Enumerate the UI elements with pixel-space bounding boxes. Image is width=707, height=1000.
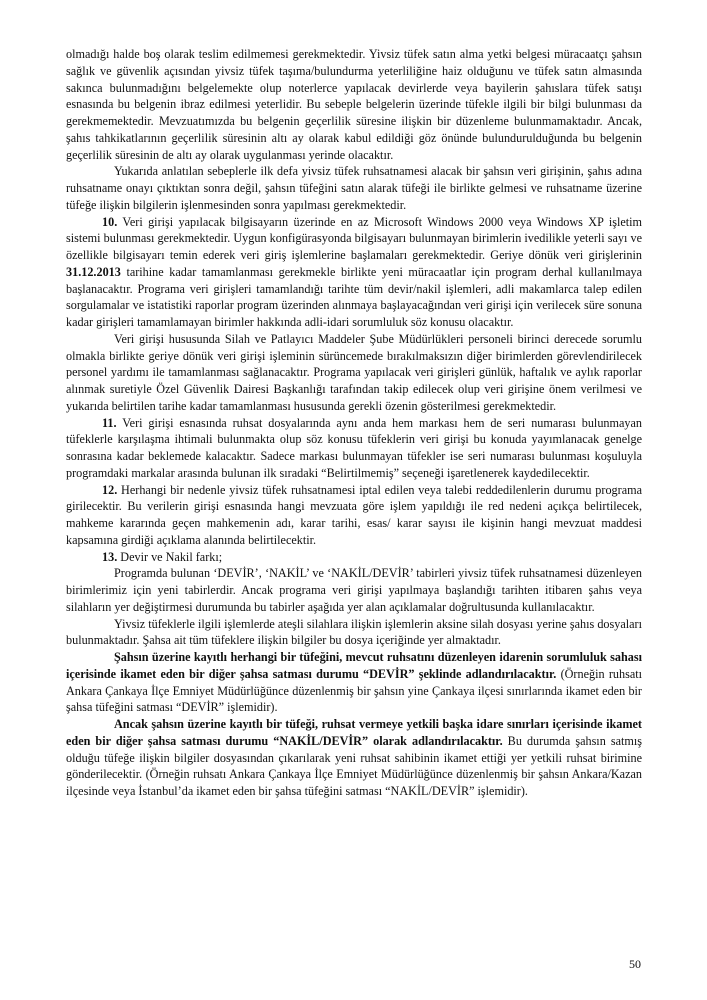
item-10-text-b: tarihine kadar tamamlanması gerekmekle birlikte yeni müracaatlar için program derhal kullanılmaya başlanacaktır. Programa veri girişleri tamamlandığı tarihte tüm devir/nakil işlemleri, adli makamlarca talep edilen sorgulamalar ve istatistiki raporlar program üzerinden alınmaya başlayacağından veri girişi için verilecek süre sonuna kadar girişleri tamamlamayan birimler hakkında adli-idari sorumluluk söz konusu olacaktır. — [66, 264, 642, 329]
item-10-number: 10. — [102, 214, 118, 229]
paragraph-veri-girisi: Veri girişi hususunda Silah ve Patlayıcı Maddeler Şube Müdürlükleri personeli birinci derecede sorumlu olmakla birlikte geriye dönük veri girişi işleminin sürüncemede bırakılmaksızın diğer birimlerden görevlendirilecek personel yardımı ile tamamlanması sağlanacaktır. Programa yapılacak veri girişleri günlük, haftalık ve aylık raporlar alınmak suretiyle Özel Güvenlik Dairesi Başkanlığı tarafından takip edilecek olup veri girişine önem verilmesi ve yukarıda belirtilen tarihe kadar tamamlanması hususunda gerekli özenin gösterilmesi gerekmektedir. — [66, 331, 642, 413]
paragraph-yivsiz: Yivsiz tüfeklerle ilgili işlemlerde ateşli silahlara ilişkin işlemlerin aksine silah dosyası yerine şahıs dosyaları bulunmaktadır. Şahsa ait tüm tüfeklere ilişkin bilgiler bu dosya içeriğinde yer almaktadır. — [66, 616, 642, 648]
item-12 — [66, 482, 642, 549]
nakil-normal-text: Bu durumda şahsın satmış olduğu tüfeğe ilişkin bilgiler dosyasından çıkarılarak yeni ruhsat sahibinin ikamet ettiği yer yetkili ruhsat birimine gönderilecektir. (Örneğin ruhsatı Ankara Çankaya İlçe Emniyet Müdürlüğünce düzenlenmiş bir şahsın Ankara/Kazan ilçesinde veya İstanbul’da ikamet eden bir şahsa tüfeğini satması “NAKİL/DEVİR” işlemidir). — [66, 733, 642, 798]
paragraph-programda: Programda bulunan ‘DEVİR’, ‘NAKİL’ ve ‘NAKİL/DEVİR’ tabirleri yivsiz tüfek ruhsatnamesi düzenleyen birimlerimiz için yeni tabirlerdir. Ancak programa veri girişi yapılmaya başlandığı tarihten itibaren şahıs veya silahların yer değiştirmesi durumunda bu tabirler aşağıda yer alan açıklamalar doğrultusunda kullanılacaktır. — [66, 566, 642, 614]
item-13-text: Devir ve Nakil farkı; — [117, 549, 223, 564]
item-11-number: 11. — [102, 415, 117, 430]
paragraph-devir — [66, 649, 642, 716]
paragraph-yukarida: Yukarıda anlatılan sebeplerle ilk defa yivsiz tüfek ruhsatnamesi alacak bir şahsın veri girişinin, şahıs adına ruhsatname onayı çıktıktan sonra değil, şahsın tüfeğini satın alarak tüfeği ile birlikte gelmesi ve ruhsatname üzerine tüfeğe ilişkin bilgilerin işlenmesinden sonra yapılması gerekmektedir. — [66, 164, 642, 212]
devir-bold-text: Şahsın üzerine kayıtlı herhangi bir tüfeğini, mevcut ruhsatını düzenleyen idarenin sorumluluk sahası içerisinde ikamet eden bir diğer şahsa satması durumu “DEVİR” şeklinde adlandırılacaktır. — [66, 650, 642, 681]
item-12-number: 12. — [102, 482, 118, 497]
item-10-text-a: Veri girişi yapılacak bilgisayarın üzerinde en az Microsoft Windows 2000 veya Windows XP işletim sistemi bulunması gerekmektedir. Uygun konfigürasyonda bilgisayarı bulunmayan birimlerin ivedilikle yeterli sayı ve özellikle bilgisayarı temin ederek veri giriş işlemlerine başlamaları gerekmektedir. Geriye dönük veri girişlerinin — [66, 214, 642, 262]
devir-normal-text: (Örneğin ruhsatı Ankara Çankaya İlçe Emniyet Müdürlüğünce düzenlenmiş bir şahsın yine Çankaya ilçesi sınırlarında ikamet eden bir şahsa tüfeğini satması “DEVİR” işlemidir). — [66, 666, 642, 715]
item-11 — [66, 415, 642, 482]
item-10 — [66, 214, 642, 331]
paragraph-intro: olmadığı halde boş olarak teslim edilmemesi gerekmektedir. Yivsiz tüfek satın alma yetki belgesi müracaatçı şahsın sağlık ve güvenlik açısından yivsiz tüfek taşıma/bulundurma yeterliliğine haiz olduğunu ve tüfek satın almasında sakınca bulunmadığını belgelemekte olup noterlerce yapılacak devirlerde veya bayilerin şahıslara tüfek satışı esnasında bu belgenin ibraz edilmesi yeterlidir. Bu sebeple belgelerin üzerinde tüfekle ilgili bir bilgi bulunması da gerekmemektedir. Mevzuatımızda bu belgenin geçerlilik süresine ilişkin bir düzenleme bulunmamaktadır. Ancak, şahıs tahkikatlarının geçerlilik süresinin altı ay olarak kabul edildiği göz önünde bulundurulduğunda bu belgenin geçerlilik süresinin de altı ay olarak uygulanması yerinde olacaktır. — [66, 47, 642, 162]
item-13-number: 13. — [102, 549, 118, 564]
item-11-text: Veri girişi esnasında ruhsat dosyalarında aynı anda hem markası hem de seri numarası bulunmayan tüfeklerle karşılaşma ihtimali bulunmakta olup söz konusu tüfeklerin veri girişi bu konuda yayımlanacak genelge sonrasına kadar beklemede kalacaktır. Sadece markası bulunmayan tüfekler ise seri numarası bulunması koşuluyla programdaki markalar arasında bulunan ilk sıradaki “Belirtilmemiş” seçeneği işaretlenerek kaydedilecektir. — [66, 415, 642, 480]
page-number: 50 — [629, 957, 641, 971]
item-13 — [66, 549, 642, 566]
paragraph-nakil-devir — [66, 716, 642, 800]
item-10-date: 31.12.2013 — [66, 264, 121, 279]
document-body — [66, 46, 642, 800]
item-12-text: Herhangi bir nedenle yivsiz tüfek ruhsatnamesi iptal edilen veya talebi reddedilenlerin durumu programa girilecektir. Bu verilerin girişi esnasında hangi mevzuata göre işlem yapıldığı ile red nedeni açıkça belirtilecek, mahkeme kararında geçen mahkemenin adı, karar tarihi, esas/ karar sayısı ile kişinin hangi mevzuat maddesi kapsamına girdiği açıklama alanında belirtilecektir. — [66, 482, 642, 547]
nakil-bold-text: Ancak şahsın üzerine kayıtlı bir tüfeği, ruhsat vermeye yetkili başka idare sınırları içerisinde ikamet eden bir diğer şahsa satması durumu “NAKİL/DEVİR” olarak adlandırılacaktır. — [66, 717, 642, 748]
